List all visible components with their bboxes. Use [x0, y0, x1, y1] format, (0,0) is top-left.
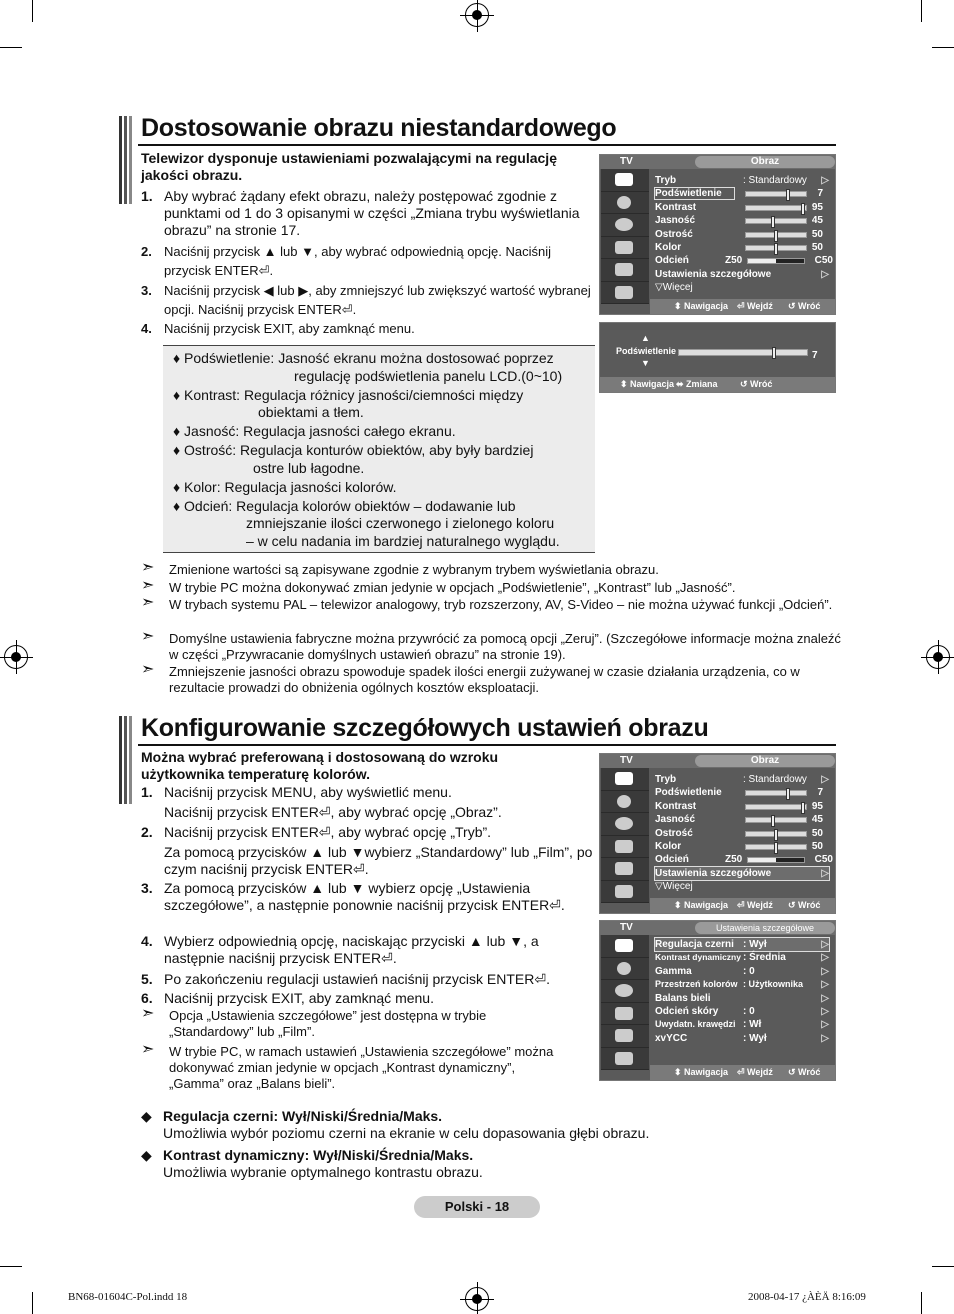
tv-menu-tab: Ustawienia szczegółowe: [695, 922, 835, 934]
menu-row-backlight[interactable]: [655, 786, 829, 799]
picture-icon[interactable]: [601, 935, 649, 958]
tint-right: C50: [814, 854, 833, 866]
step: [141, 804, 601, 821]
menu-row-color[interactable]: [655, 840, 829, 853]
slider-contrast[interactable]: [745, 205, 807, 211]
input-icon[interactable]: [601, 1025, 649, 1048]
row-number: 50: [811, 228, 823, 240]
return-hint: ↺ Wróć: [788, 301, 821, 311]
menu-row-tint[interactable]: [655, 853, 833, 866]
row-value: : Średnia: [743, 952, 786, 964]
step: [141, 990, 601, 1007]
sound-icon[interactable]: [601, 958, 649, 981]
step-number: 2.: [141, 244, 152, 259]
step-number: 1.: [141, 784, 153, 800]
step-number: 1.: [141, 188, 153, 204]
step: [141, 281, 601, 319]
note-text: Domyślne ustawienia fabryczne można przywrócić za pomocą opcji „Zeruj”. (Szczegółowe informacje można znaleźć w części „Przywracanie domyślnych ustawień obrazu” na stronie 19).: [169, 631, 841, 662]
row-number: 50: [811, 840, 823, 852]
slider-knob[interactable]: [772, 347, 776, 359]
row-label: ▽Więcej: [655, 881, 693, 893]
step-text: Za pomocą przycisków ▲ lub ▼wybierz „Standardowy” lub „Film”, po czym naciśnij przycisk ENTER⏎.: [164, 844, 593, 877]
tv-menu-sidebar: [601, 768, 649, 903]
step: [141, 880, 601, 914]
tv-menu-sidebar: [601, 935, 649, 1070]
note-arrow-icon: ➣: [141, 1041, 155, 1058]
setup-icon[interactable]: [601, 836, 649, 859]
tv-menu-header: [600, 754, 835, 768]
menu-row-gamma[interactable]: [655, 965, 829, 978]
step: [141, 824, 601, 841]
step-text: Naciśnij przycisk ▲ lub ▼, aby wybrać odpowiednią opcję. Naciśnij przycisk ENTER⏎.: [164, 244, 552, 278]
tv-slider-panel: [599, 322, 836, 393]
row-label: Podświetlenie: [655, 787, 722, 799]
slider-value: 7: [812, 350, 818, 361]
section-rule: [138, 744, 836, 746]
note-text: Zmniejszenie jasności obrazu spowoduje spadek ilości energii zużywanej w czasie działania urządzenia, co w rezultacie prowadzi do obniżenia ogólnych kosztów eksploatacji.: [169, 664, 800, 695]
arrow-right-icon: ▷: [821, 952, 829, 964]
tv-source-label: TV: [620, 156, 633, 167]
row-value: : Wył: [743, 1032, 767, 1044]
slider-knob[interactable]: [771, 216, 775, 228]
registration-mark-icon: [926, 645, 950, 669]
slider-knob[interactable]: [786, 788, 790, 800]
row-value: : Wył: [743, 939, 767, 950]
row-label: Ostrość: [655, 827, 693, 839]
menu-row-detailed[interactable]: [655, 268, 829, 281]
step-number: 5.: [141, 971, 153, 987]
note-text: W trybie PC, w ramach ustawień „Ustawienia szczegółowe” można dokonywać zmian jedynie w opcjach „Kontrast dynamiczny”, „Gamma” oraz „Balans bieli”.: [169, 1044, 554, 1091]
menu-row-mode[interactable]: [655, 174, 829, 187]
menu-row-edge-enhancement[interactable]: [655, 1018, 829, 1031]
registration-mark-icon: [465, 1287, 489, 1311]
row-label: Kontrast: [655, 800, 697, 812]
row-label: ▽Więcej: [655, 282, 693, 294]
step: [141, 971, 601, 988]
slider-sharpness[interactable]: [745, 232, 807, 238]
note-arrow-icon: ➣: [141, 628, 155, 645]
step-text: Aby wybrać żądany efekt obrazu, należy postępować zgodnie z punktami od 1 do 3 opisanymi w części „Zmiana trybu wyświetlania obrazu” na stronie 17.: [164, 188, 580, 238]
setup-icon[interactable]: [601, 1003, 649, 1026]
row-label: Ustawienia szczegółowe: [655, 268, 772, 280]
step-number: 6.: [141, 990, 153, 1006]
tv-menu-picture: [599, 154, 836, 315]
enter-hint: ⏎ Wejdź: [737, 1067, 773, 1077]
diamond-icon: ◆: [141, 1108, 152, 1124]
menu-row-sharpness[interactable]: [655, 228, 829, 241]
note: [141, 1005, 561, 1040]
application-icon[interactable]: [601, 282, 649, 305]
info-line: obiektami a tłem.: [258, 404, 364, 420]
note: [141, 628, 841, 663]
note-arrow-icon: ➣: [141, 1005, 155, 1022]
tv-menu-detailed: [599, 920, 836, 1081]
row-label: xvYCC: [655, 1032, 688, 1044]
section-title: Dostosowanie obrazu niestandardowego: [141, 114, 617, 142]
picture-icon[interactable]: [601, 169, 649, 192]
tv-menu-tab: Obraz: [695, 156, 835, 168]
arrow-right-icon: ▷: [821, 1032, 829, 1044]
row-number: 95: [811, 800, 823, 812]
step: [141, 844, 601, 878]
step-text: Naciśnij przycisk MENU, aby wyświetlić menu.: [164, 784, 452, 800]
note: [141, 661, 841, 696]
step: [141, 242, 601, 280]
info-line: regulację podświetlenia panelu LCD.(0~10): [294, 368, 563, 384]
tv-menu-footer: [650, 898, 835, 913]
menu-row-sharpness[interactable]: [655, 827, 829, 840]
application-icon[interactable]: [601, 1048, 649, 1071]
info-line: ♦ Jasność: Regulacja jasności całego ekranu.: [173, 423, 456, 439]
tv-source-label: TV: [620, 922, 633, 933]
note-text: W trybie PC można dokonywać zmian jedynie w opcjach „Podświetlenie”, „Kontrast” lub „Jasność”.: [169, 580, 736, 595]
picture-icon[interactable]: [601, 768, 649, 791]
step-text: Naciśnij przycisk EXIT, aby zamknąć menu.: [164, 321, 415, 336]
row-label: Tryb: [655, 175, 677, 186]
step-text: Wybierz odpowiednią opcję, naciskając przyciski ▲ lub ▼, a następnie naciśnij przycisk ENTER⏎.: [164, 933, 539, 966]
tv-menu-sidebar: [601, 169, 649, 304]
page-number: Polski - 18: [414, 1196, 540, 1218]
row-label: Kolor: [655, 840, 682, 852]
footer-file: BN68-01604C-Pol.indd 18: [68, 1291, 188, 1303]
feature-description: Umożliwia wybranie optymalnego kontrastu obrazu.: [163, 1164, 483, 1180]
row-label: Balans bieli: [655, 992, 711, 1004]
menu-row-color[interactable]: [655, 241, 829, 254]
slider-label: Podświetlenie: [616, 346, 677, 356]
footer-date: 2008-04-17 ¿ÀÈÄ 8:16:09: [748, 1291, 866, 1303]
slider-backlight[interactable]: [745, 191, 807, 197]
tv-menu-footer: [650, 299, 835, 314]
arrow-right-icon: ▷: [821, 268, 829, 280]
tv-menu-header: [600, 155, 835, 169]
note-arrow-icon: ➣: [141, 577, 155, 594]
row-label: Gamma: [655, 965, 692, 977]
row-number: 7: [817, 787, 823, 799]
diamond-icon: ◆: [141, 1147, 152, 1163]
feature-description: Umożliwia wybór poziomu czerni na ekranie w celu dopasowania głębi obrazu.: [163, 1125, 650, 1141]
feature-bullet: [141, 1147, 841, 1181]
row-label: Przestrzeń kolorów: [655, 979, 738, 990]
menu-row-xvycc[interactable]: [655, 1032, 829, 1045]
change-hint: ⬌ Zmiana: [676, 379, 718, 389]
application-icon[interactable]: [601, 881, 649, 904]
row-label: Kontrast: [655, 201, 697, 213]
row-value: : Użytkownika: [743, 979, 804, 990]
menu-row-detailed[interactable]: [655, 867, 829, 880]
step-text: Naciśnij przycisk EXIT, aby zamknąć menu.: [164, 990, 434, 1006]
menu-row-more[interactable]: [655, 281, 829, 294]
info-line: ♦ Podświetlenie: Jasność ekranu można dostosować poprzez: [173, 350, 554, 366]
info-line: ♦ Kontrast: Regulacja różnicy jasności/ciemności między: [173, 387, 524, 403]
row-label: Jasność: [655, 215, 696, 227]
slider-contrast[interactable]: [745, 804, 807, 810]
intro-text: Można wybrać preferowaną i dostosowaną do wzroku użytkownika temperaturę kolorów.: [141, 749, 499, 782]
slider-tint[interactable]: [747, 258, 805, 264]
section-title: Konfigurowanie szczegółowych ustawień obrazu: [141, 714, 709, 742]
info-line: zmniejszanie ilości czerwonego i zielonego koloru: [246, 515, 555, 531]
note-text: W trybach systemu PAL – telewizor analogowy, tryb rozszerzony, AV, S-Video – nie można używać funkcji „Odcień”.: [169, 597, 833, 612]
step-text: Naciśnij przycisk ENTER⏎, aby wybrać opcję „Tryb”.: [164, 824, 492, 840]
arrow-right-icon: ▷: [821, 1005, 829, 1017]
input-icon[interactable]: [601, 858, 649, 881]
info-line: ♦ Odcień: Regulacja kolorów obiektów – dodawanie lub: [173, 498, 516, 514]
note: [141, 577, 841, 596]
row-value: : Standardowy: [743, 774, 807, 785]
row-label: Odcień: [655, 255, 689, 267]
menu-row-brightness[interactable]: [655, 214, 829, 227]
section-bar: [116, 716, 132, 804]
arrow-right-icon: ▷: [821, 1019, 829, 1031]
return-hint: ↺ Wróć: [740, 379, 773, 389]
slider-backlight[interactable]: [745, 790, 807, 796]
setup-icon[interactable]: [601, 237, 649, 260]
note: [141, 1041, 561, 1092]
slider-color[interactable]: [745, 844, 807, 850]
menu-row-mode[interactable]: [655, 773, 829, 786]
row-value: : Standardowy: [743, 175, 807, 186]
enter-hint: ⏎ Wejdź: [737, 900, 773, 910]
slider-knob[interactable]: [801, 802, 805, 814]
enter-hint: ⏎ Wejdź: [737, 301, 773, 311]
tv-menu-picture: [599, 753, 836, 914]
registration-mark-icon: [465, 3, 489, 27]
menu-row-brightness[interactable]: [655, 813, 829, 826]
step: [141, 321, 601, 337]
menu-row-tint[interactable]: [655, 254, 833, 267]
info-line: ♦ Ostrość: Regulacja konturów obiektów, aby były bardziej: [173, 442, 534, 458]
input-icon[interactable]: [601, 259, 649, 282]
tv-menu-footer: [650, 1065, 835, 1080]
slider-brightness[interactable]: [745, 817, 807, 823]
menu-row-color-space[interactable]: [655, 978, 829, 991]
note: [141, 559, 841, 578]
menu-row-backlight[interactable]: [655, 187, 829, 200]
channel-icon[interactable]: [601, 980, 649, 1003]
tv-menu-tab: Obraz: [695, 755, 835, 767]
arrow-right-icon: ▷: [821, 965, 829, 977]
arrow-right-icon: ▷: [821, 992, 829, 1004]
registration-mark-icon: [4, 645, 28, 669]
return-hint: ↺ Wróć: [788, 900, 821, 910]
slider-knob[interactable]: [801, 203, 805, 215]
arrow-right-icon: ▷: [821, 774, 829, 785]
down-arrow-icon: ▼: [641, 358, 650, 368]
feature-heading: Kontrast dynamiczny: Wył/Niski/Średnia/Maks.: [163, 1147, 474, 1163]
tv-menu-rows: [655, 938, 829, 1045]
slider-knob[interactable]: [774, 243, 778, 255]
menu-row-contrast[interactable]: [655, 201, 829, 214]
tv-slider-footer: [600, 377, 835, 392]
intro-text: Telewizor dysponuje ustawieniami pozwalającymi na regulację jakości obrazu.: [141, 150, 557, 183]
slider-knob[interactable]: [774, 829, 778, 841]
slider-knob[interactable]: [786, 189, 790, 201]
feature-bullet: [141, 1108, 841, 1142]
step-number: 4.: [141, 933, 153, 949]
tv-menu-rows: [655, 174, 833, 295]
crop-mark: [921, 1292, 922, 1314]
row-label: Tryb: [655, 774, 677, 785]
row-number: 50: [811, 241, 823, 253]
row-value: : 0: [743, 965, 755, 977]
tv-menu-rows: [655, 773, 833, 894]
slider-knob[interactable]: [771, 815, 775, 827]
tv-source-label: TV: [620, 755, 633, 766]
section-rule: [138, 144, 836, 146]
sound-icon[interactable]: [601, 791, 649, 814]
tint-left: Z50: [725, 854, 743, 866]
menu-row-flesh-tone[interactable]: [655, 1005, 829, 1018]
menu-row-dynamic-contrast[interactable]: [655, 951, 829, 964]
row-label: Uwydatn. krawędzi: [655, 1019, 736, 1030]
row-number: 45: [811, 814, 823, 826]
arrow-right-icon: ▷: [821, 867, 829, 879]
tint-left: Z50: [725, 255, 743, 267]
nav-hint: ⬍ Nawigacja: [674, 900, 729, 910]
note-arrow-icon: ➣: [141, 594, 155, 611]
note-arrow-icon: ➣: [141, 559, 155, 576]
row-label: Podświetlenie: [655, 188, 734, 199]
slider-backlight-large[interactable]: [678, 349, 808, 356]
sound-icon[interactable]: [601, 192, 649, 215]
row-number: 50: [811, 827, 823, 839]
step: [141, 933, 601, 967]
note-text: Zmienione wartości są zapisywane zgodnie z wybranym trybem wyświetlania obrazu.: [169, 562, 659, 577]
row-label: Odcień skóry: [655, 1005, 719, 1017]
nav-hint: ⬍ Nawigacja: [620, 379, 675, 389]
step-text: Za pomocą przycisków ▲ lub ▼ wybierz opcję „Ustawienia szczegółowe”, a następnie ponownie naciśnij przycisk ENTER⏎.: [164, 880, 565, 913]
row-label: Ustawienia szczegółowe: [655, 867, 772, 879]
crop-mark: [32, 0, 33, 22]
arrow-right-icon: ▷: [821, 979, 829, 991]
channel-icon[interactable]: [601, 813, 649, 836]
crop-mark: [0, 1266, 22, 1267]
channel-icon[interactable]: [601, 214, 649, 237]
arrow-right-icon: ▷: [821, 939, 829, 950]
slider-sharpness[interactable]: [745, 831, 807, 837]
step: [141, 188, 601, 239]
note-arrow-icon: ➣: [141, 661, 155, 678]
row-label: Odcień: [655, 854, 689, 866]
info-line: – w celu nadania im bardziej naturalnego wyglądu.: [246, 533, 560, 549]
note-text: Opcja „Ustawienia szczegółowe” jest dostępna w trybie „Standardowy” lub „Film”.: [169, 1008, 487, 1039]
section-bar: [116, 116, 132, 204]
feature-heading: Regulacja czerni: Wył/Niski/Średnia/Maks.: [163, 1108, 443, 1124]
info-box: [163, 345, 595, 553]
menu-row-white-balance[interactable]: [655, 992, 829, 1005]
row-label: Regulacja czerni: [655, 939, 734, 950]
step-text: Po zakończeniu regulacji ustawień naciśnij przycisk ENTER⏎.: [164, 971, 550, 987]
row-number: 45: [811, 215, 823, 227]
nav-hint: ⬍ Nawigacja: [674, 301, 729, 311]
tv-menu-header: [600, 921, 835, 935]
slider-brightness[interactable]: [745, 218, 807, 224]
crop-mark: [932, 1266, 954, 1267]
step-text: Naciśnij przycisk ◀ lub ▶, aby zmniejszyć lub zwiększyć wartość wybranej opcji. Naciśnij przycisk ENTER⏎.: [164, 283, 591, 317]
slider-knob[interactable]: [774, 230, 778, 242]
info-line: ostre lub łagodne.: [253, 460, 365, 476]
row-label: Kontrast dynamiczny: [655, 952, 741, 963]
step-number: 3.: [141, 880, 153, 896]
up-arrow-icon: ▲: [641, 333, 650, 343]
row-number: 7: [817, 188, 823, 200]
crop-mark: [921, 0, 922, 22]
nav-hint: ⬍ Nawigacja: [674, 1067, 729, 1077]
note: [141, 594, 841, 613]
row-value: : Wł: [743, 1019, 762, 1031]
tint-right: C50: [814, 255, 833, 267]
step-number: 3.: [141, 283, 152, 298]
crop-mark: [0, 47, 22, 48]
slider-color[interactable]: [745, 245, 807, 251]
arrow-right-icon: ▷: [821, 175, 829, 186]
row-value: : 0: [743, 1005, 755, 1017]
row-label: Kolor: [655, 241, 682, 253]
crop-mark: [32, 1292, 33, 1314]
step-number: 4.: [141, 321, 152, 336]
menu-row-contrast[interactable]: [655, 800, 829, 813]
info-line: ♦ Kolor: Regulacja jasności kolorów.: [173, 479, 397, 495]
crop-mark: [932, 47, 954, 48]
slider-tint[interactable]: [747, 857, 805, 863]
row-label: Jasność: [655, 814, 696, 826]
step-text: Naciśnij przycisk ENTER⏎, aby wybrać opcję „Obraz”.: [164, 804, 502, 820]
row-label: Ostrość: [655, 228, 693, 240]
menu-row-black-adjust[interactable]: [655, 938, 829, 951]
step: [141, 784, 601, 801]
row-number: 95: [811, 201, 823, 213]
slider-knob[interactable]: [774, 842, 778, 854]
return-hint: ↺ Wróć: [788, 1067, 821, 1077]
menu-row-more[interactable]: [655, 880, 829, 893]
step-number: 2.: [141, 824, 153, 840]
